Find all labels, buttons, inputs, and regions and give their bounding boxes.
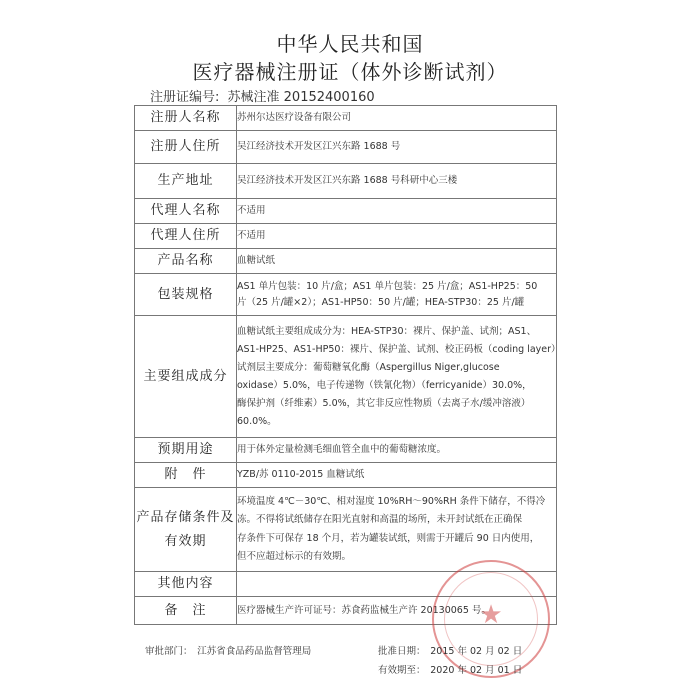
row-packaging bbox=[135, 274, 557, 316]
value-packaging bbox=[237, 274, 557, 316]
label-attachment: 附 件 bbox=[135, 463, 237, 488]
storage-line: 但不应超过标示的有效期。 bbox=[237, 551, 352, 562]
packaging-line: AS1 单片包装：10 片/盒；AS1 单片包装：25 片/盒；AS1-HP25：50 bbox=[237, 281, 538, 292]
composition-line: 试剂层主要成分：葡萄糖氧化酶（Aspergillus Niger,glucose bbox=[237, 361, 500, 373]
label-agent-address: 代理人住所 bbox=[135, 224, 237, 249]
value-production-address: 吴江经济技术开发区江兴东路 1688 号科研中心三楼 bbox=[237, 164, 557, 199]
value-agent-name: 不适用 bbox=[237, 199, 557, 224]
storage-line: 存条件下可保存 18 个月，若为罐装试纸，则需于开罐后 90 日内使用， bbox=[237, 532, 540, 544]
row-attachment bbox=[135, 463, 557, 488]
value-intended-use: 用于体外定量检测毛细血管全血中的葡萄糖浓度。 bbox=[237, 438, 557, 463]
composition-line: 60.0%。 bbox=[237, 415, 277, 427]
approval-date: 批准日期： 2015 年 02 月 02 日 bbox=[378, 646, 523, 657]
value-remarks: 医疗器械生产许可证号：苏食药监械生产许 20130065 号。 bbox=[237, 597, 557, 625]
row-storage bbox=[135, 488, 557, 572]
storage-line: 环境温度 4℃－30℃、相对湿度 10%RH～90%RH 条件下储存，不得冷 bbox=[237, 495, 546, 507]
row-agent-name bbox=[135, 199, 557, 224]
packaging-line: 片（25 片/罐×2）；AS1-HP50：50 片/罐；HEA-STP30：25 片/罐 bbox=[237, 296, 525, 308]
composition-line: 酶保护剂（纤维素）5.0%，其它非反应性物质（去离子水/缓冲溶液） bbox=[237, 397, 531, 409]
approval-department: 审批部门： 江苏省食品药品监督管理局 bbox=[145, 646, 312, 657]
row-registrant-name bbox=[135, 106, 557, 131]
label-registrant-address: 注册人住所 bbox=[135, 131, 237, 164]
label-composition: 主要组成成分 bbox=[135, 316, 237, 438]
row-intended-use bbox=[135, 438, 557, 463]
value-product-name: 血糖试纸 bbox=[237, 249, 557, 274]
document-title-country: 中华人民共和国 bbox=[276, 32, 424, 56]
row-agent-address bbox=[135, 224, 557, 249]
label-production-address: 生产地址 bbox=[135, 164, 237, 199]
composition-line: AS1-HP25、AS1-HP50：裸片、保护盖、试剂、校正码板（coding layer） bbox=[237, 343, 561, 355]
value-agent-address: 不适用 bbox=[237, 224, 557, 249]
label-remarks: 备 注 bbox=[135, 597, 237, 625]
official-seal-stamp bbox=[432, 560, 550, 678]
row-registrant-address bbox=[135, 131, 557, 164]
label-storage bbox=[135, 488, 237, 572]
storage-line: 冻。不得将试纸储存在阳光直射和高温的场所，未开封试纸在正确保 bbox=[237, 514, 523, 525]
value-registrant-address: 吴江经济技术开发区江兴东路 1688 号 bbox=[237, 131, 557, 164]
registration-number-label: 注册证编号: bbox=[150, 90, 220, 105]
label-packaging: 包装规格 bbox=[135, 274, 237, 316]
label-registrant-name: 注册人名称 bbox=[135, 106, 237, 131]
registration-number-value: 苏械注准 20152400160 bbox=[227, 90, 375, 105]
composition-line: 血糖试纸主要组成成分为：HEA-STP30：裸片、保护盖、试剂；AS1、 bbox=[237, 325, 537, 337]
label-intended-use: 预期用途 bbox=[135, 438, 237, 463]
seal-star-icon: ★ bbox=[479, 600, 503, 630]
value-composition bbox=[237, 316, 561, 438]
label-product-name: 产品名称 bbox=[135, 249, 237, 274]
row-product-name bbox=[135, 249, 557, 274]
value-storage bbox=[237, 488, 557, 572]
value-registrant-name: 苏州尔达医疗设备有限公司 bbox=[237, 106, 557, 131]
composition-line: oxidase）5.0%，电子传递物（铁氰化物）（ferricyanide）30.0%， bbox=[237, 379, 532, 391]
value-attachment: YZB/苏 0110-2015 血糖试纸 bbox=[237, 463, 557, 488]
registration-number bbox=[150, 86, 375, 105]
row-production-address bbox=[135, 164, 557, 199]
document-title-certificate: 医疗器械注册证（体外诊断试剂） bbox=[192, 60, 508, 84]
row-composition bbox=[135, 316, 557, 438]
storage-label-line: 有效期 bbox=[164, 533, 207, 549]
storage-label-line: 产品存储条件及 bbox=[136, 509, 235, 525]
label-other: 其他内容 bbox=[135, 572, 237, 597]
valid-until-date: 有效期至： 2020 年 02 月 01 日 bbox=[378, 665, 523, 676]
certificate-table bbox=[134, 105, 561, 625]
label-agent-name: 代理人名称 bbox=[135, 199, 237, 224]
